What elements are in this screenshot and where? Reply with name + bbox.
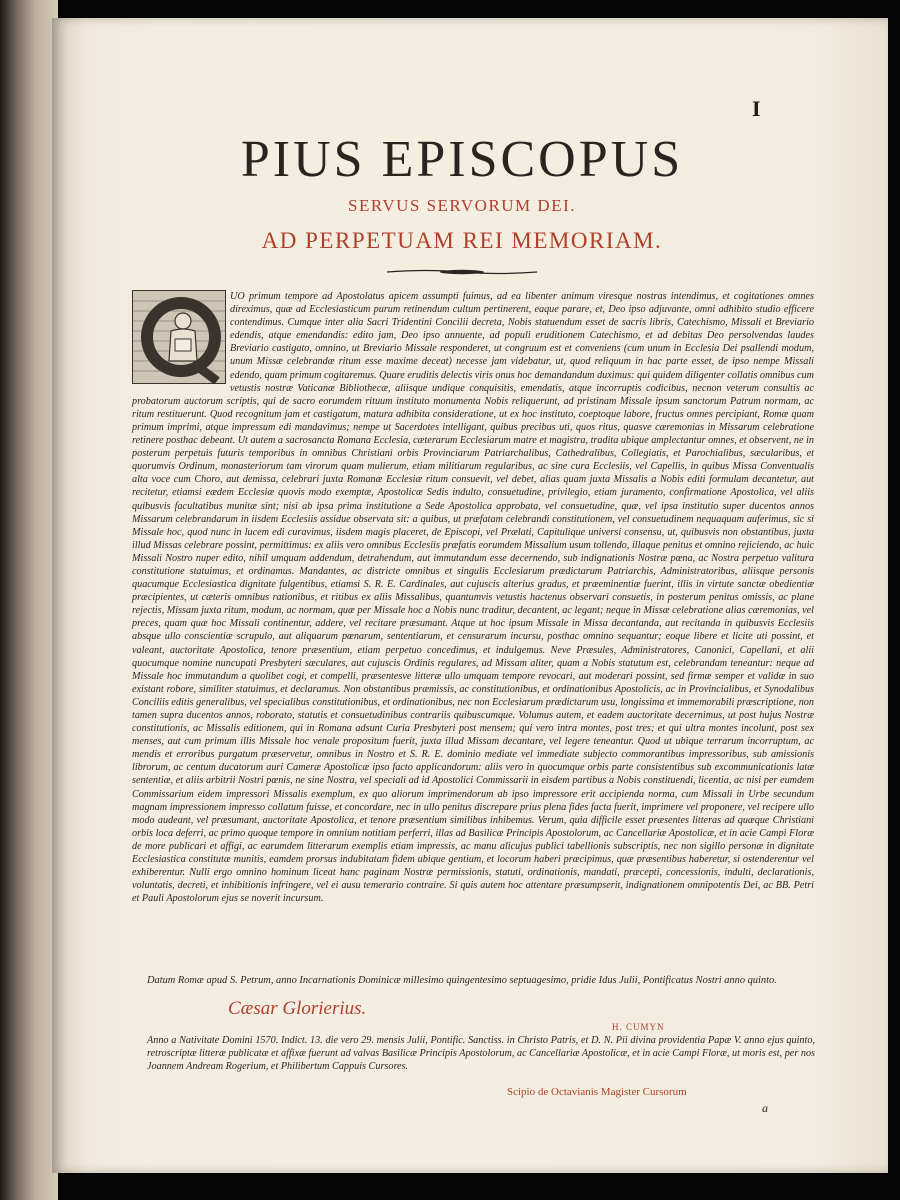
signature-mark-cumyn: H. CUMYN <box>612 1022 665 1032</box>
book-page <box>52 18 888 1173</box>
page-title: PIUS EPISCOPUS <box>240 131 684 188</box>
motto-heading: AD PERPETUAM REI MEMORIAM. <box>261 228 663 253</box>
subtitle: SERVUS SERVORUM DEI. <box>348 196 576 215</box>
body-paragraph: UO primum tempore ad Apostolatus apicem assumpti fuimus, ad ea libenter animum viresque nostras intendimus, et cogitationes omnes direximus, quæ ad Ecclesiasticum purum retinendum cultum pertinerent, eaque parare, et, Deo ipso adjuvante, omni adhibito studio efficere contendimus. Cumque inter alia Sacri Tridentini Concilii decreta, Nobis statuendum esset de sacris libris, Catechismo, Missali et Breviario edendis, atque emendandis: edito jam, Deo ipso annuente, ad populi eruditionem Catechismo, et ad debitas Deo persolvendas laudes Breviario castigato, omnino, ut Breviario Missale responderet, ut congruum est et conveniens (cum unum in Ecclesia Dei psallendi modum, unum Missæ celebrandæ ritum esse maxime deceat) necesse jam videbatur, ut, quod reliquum in hac parte esset, de ipso nempe Missali edendo, quam primum cogitaremus. Quare eruditis delectis viris onus hoc demandandum duximus: qui quidem diligenter collatis omnibus cum vetustis nostræ Vaticanæ Bibliothecæ, aliisque undique conquisitis, emendatis, atque incorruptis codicibus, necnon veterum consultis ac probatorum auctorum scriptis, qui de sacro eorumdem rituum instituto monumenta Nobis reliquerunt, ad pristinam Missale ipsum sanctorum Patrum normam, ac ritum restituerunt. Quod recognitum jam et castigatum, matura adhibita consideratione, ut ex hoc instituto, coeptoque labore, fructus omnes percipiant, Romæ quam primum imprimi, atque impressum edi mandavimus; nempe ut Sacerdotes intelligant, quibus precibus uti, quos ritus, quasve cæremonias in Missarum celebratione retinere posthac debeant. Ut autem a sacrosancta Romana Ecclesia, cæterarum Ecclesiarum matre et magistra, tradita ubique amplectantur omnes, et observent, ne in posterum perpetuis futuris temporibus in omnibus Christiani orbis Provinciarum Patriarchalibus, Cathedralibus, Collegiatis, et Parochialibus, sæcularibus, et quorumvis Ordinum, monasteriorum tam virorum quam mulierum, etiam militiarum regularibus, ac sine cura Ecclesiis, vel Capellis, in quibus Missa Conventualis alta voce cum Choro, aut demissa, celebrari juxta Romanæ Ecclesiæ ritum consuevit, vel debet, alias quam juxta Missalis a Nobis editi formulam decantetur, aut recitetur, etiamsi eædem Ecclesiæ quovis modo exemptæ, Apostolicæ Sedis indulto, consuetudine, privilegio, etiam juramento, confirmatione Apostolica, vel aliis quibusvis facultatibus munitæ sint; nisi ab ipsa prima institutione a Sede Apostolica approbata, vel consuetudine, quæ, vel ipsa institutio super ducentos annos Missarum celebrandarum in iisdem Ecclesiis assidue observata sit: a quibus, ut præfatam celebrandi constitutionem, vel consuetudinem nequaquam auferimus, sic si Missale hoc, quod nunc in lucem edi curavimus, iisdem magis placeret, de Episcopi, vel Prælati, Capitulique universi consensu, ut, quibusvis non obstantibus, juxta illud Missas celebrare possint, permittimus: ex aliis vero omnibus Ecclesiis præfatis eorumdem Missalium usum tollendo, illaque penitus et omnino rejiciendo, ac huic Missali Nostro nuper edito, nihil umquam addendum, detrahendum, aut immutandum esse decernendo, sub indignationis Nostræ pœna, ac Nostra perpetuo valitura constitutione statuimus, et ordinamus. Mandantes, ac districte omnibus et singulis Ecclesiarum prædictarum Patriarchis, Administratoribus, aliisque personis quacumque Ecclesiastica dignitate fulgentibus, etiamsi S. R. E. Cardinales, aut cujuscis alterius gradus, et præeminentiæ fuerint, illis in virtute sanctæ obedientiæ præcipientes, ut cæteris omnibus rationibus, et ritibus ex aliis Missalibus, quantumvis vetustis hactenus observari consuetis, in posterum penitus omissis, ac plane rejectis, Missam juxta ritum, modum, ac normam, quæ per Missale hoc a Nobis nunc traditur, decantent, ac legant; neque in Missæ celebratione alias cæremonias, vel preces, quam quæ hoc Missali continentur, addere, vel recitare præsumant. Atque ut hoc ipsum Missale in Missa decantanda, aut recitanda in quibusvis Ecclesiis absque ullo conscientiæ scrupulo, aut aliquarum pœnarum, sententiarum, et censurarum incursu, posthac omnino sequantur; eoque libere et licite uti possint, et valeant, auctoritate Apostolica, tenore præsentium, etiam perpetuo concedimus, et indulgemus. Neve Præsules, Administratores, Canonici, Capellani, et alii quocumque nomine nuncupati Presbyteri sæculares, aut cujuscis Ordinis regulares, ad Missam aliter, quam a Nobis statutum est, celebrandam teneantur: neque ad Missale hoc immutandum a quolibet cogi, et compelli, præsentesve litteræ ullo umquam tempore revocari, aut moderari possint, sed firmæ semper et validæ in suo existant robore, similiter statuimus, et declaramus. Non obstantibus præmissis, ac constitutionibus, et ordinationibus Apostolicis, ac in Provincialibus, et Synodalibus Conciliis editis generalibus, vel specialibus constitutionibus, et ordinationibus, nec non Ecclesiarum prædictarum usu, longissima et immemorabili præscriptione, non tamen supra ducentos annos, roborato, statutis et consuetudinibus contrariis quibuscumque. Volumus autem, et eadem auctoritate decernimus, ut post hujus Nostræ constitutionis, ac Missalis editionem, qui in Romana adsunt Curia Presbyteri post mensem; qui vero intra montes, post tres; et qui ultra montes incolunt, post sex menses, aut cum primum illis Missale hoc venale propositum fuerit, juxta illud Missam decantare, vel legere teneantur. Quod ut ubique terrarum incorruptum, ac mendis et erroribus purgatum præservetur, omnibus in Nostro et S. R. E. dominio mediate vel immediate subjecto commorantibus impressoribus, sub amissionis librorum, ac centum ducatorum auri Cameræ Apostolicæ ipso facto applicandorum: aliis vero in quocumque orbis parte consistentibus sub excommunicationis latæ sententiæ, et aliis arbitrii Nostri pœnis, ne sine Nostra, vel speciali ad id Apostolici Commissarii in eisdem partibus a Nobis constituendi, licentia, ac nisi per eumdem Commissarium eidem impressori Missalis exemplum, ex quo aliorum imprimendorum ab ipso impressore erit accipienda norma, cum Missali in Urbe secundum magnam impressionem impresso collatum fuisse, et concordare, nec in ullo penitus discrepare prius plena fides facta fuerit, imprimere vel proponere, vel recipere ullo modo audeant, vel præsumant, auctoritate Apostolica, et tenore præsentium similibus inhibemus. Verum, quia difficile esset præsentes litteras ad quæque Christiani orbis loca deferri, ac primo quoque tempore in omnium notitiam perferri, illas ad Basilicæ Principis Apostolorum, ac Cancellariæ Apostolicæ, et in acie Campi Floræ de more publicari et affigi, ac earumdem litterarum exemplis etiam impressis, ac manu alicujus publici tabellionis subscriptis, nec non sigillo personæ in dignitate Ecclesiastica constitutæ munitis, eamdem prorsus indubitatam fidem ubique gentium, et locorum haberi præcipimus, quæ præsentibus haberetur, si ostenderentur vel exhiberentur. Nulli ergo omnino hominum liceat hanc paginam Nostræ permissionis, statuti, ordinationis, mandati, præcepti, concessionis, indulti, declarationis, voluntatis, decreti, et inhibitionis infringere, vel ei ausu temerario contraire. Si quis autem hoc attentare præsumpserit, indignationem omnipotentis Dei, ac BB. Petri et Pauli Apostolorum ejus se noverit incursum. <box>132 291 814 905</box>
ornament-rule-icon <box>387 268 537 276</box>
initial-space <box>132 290 230 386</box>
signature-scipio: Scipio de Octavianis Magister Cursorum <box>507 1086 687 1098</box>
facing-page-edge <box>0 0 58 1200</box>
bull-body-text <box>132 290 814 905</box>
signature-glorierius: Cæsar Glorierius. <box>228 998 367 1019</box>
dating-clause: Datum Romæ apud S. Petrum, anno Incarnationis Dominicæ millesimo quingentesimo septuagesimo, pridie Idus Julii, Pontificatus Nostri anno quinto. <box>147 975 777 986</box>
page-number: I <box>752 96 761 121</box>
gathering-signature-mark: a <box>762 1101 768 1115</box>
publication-notice: Anno a Nativitate Domini 1570. Indict. 13. die vero 29. mensis Julii, Pontific. Sanctiss. in Christo Patris, et D. N. Pii divina providentia Papæ V. anno ejus quinto, retroscriptæ litteræ publicatæ et affixæ fuerunt ad valvas Basilicæ Principis Apostolorum, ac Cancellariæ Apostolicæ, et in acie Campi Floræ, ut moris est, per nos Joannem Andream Rogerium, et Philibertum Cappuis Cursores. <box>147 1035 815 1072</box>
